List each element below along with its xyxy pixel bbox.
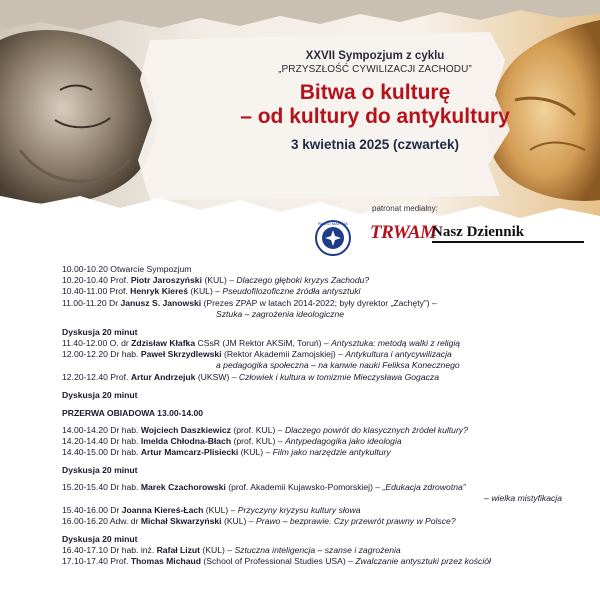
discussion-label: Dyskusja 20 minut: [62, 326, 138, 337]
discussion-label: Dyskusja 20 minut: [62, 465, 138, 476]
patronage-label: patronat medialny:: [372, 204, 438, 213]
program-item: 10.00-10.20 Otwarcie Sympozjum: [62, 264, 192, 274]
program-item: 12.00-12.20 Dr hab. Paweł Skrzydlewski (Rektor Akademii Zamojskiej) – Antykultura i antycywilizacja: [62, 349, 452, 360]
program-item: 10.20-10.40 Prof. Piotr Jaroszyński (KUL) – Dlaczego głęboki kryzys Zachodu?: [62, 275, 370, 286]
program-item: 10.40-11.00 Prof. Henryk Kiereś (KUL) – Pseudofilozoficzne źródła antysztuki: [62, 286, 361, 297]
radio-maryja-logo: [305, 218, 361, 258]
program-item: 11.40-12.00 O. dr Zdzisław Kłafka CSsR (JM Rektor AKSiM, Toruń) – Antysztuka: metodą walki z religią: [62, 337, 461, 348]
program-item-cont: a pedagogika społeczna – na kanwie nauki Feliksa Konecznego: [216, 360, 460, 371]
trwam-logo: TRWAM: [370, 222, 437, 243]
program-item: 14.40-15.00 Dr hab. Artur Mamcarz-Plisiecki (KUL) – Film jako narzędzie antykultury: [62, 447, 391, 458]
discussion-label: Dyskusja 20 minut: [62, 389, 138, 400]
program-item-cont: Sztuka – zagrożenia ideologiczne: [216, 308, 345, 319]
discussion-label: Dyskusja 20 minut: [62, 534, 138, 544]
event-date: 3 kwietnia 2025 (czwartek): [290, 137, 460, 152]
program-list: [62, 264, 592, 567]
program-item: 15.40-16.00 Dr Joanna Kiereś-Łach (KUL) – Przyczyny kryzysu kultury słowa: [62, 504, 361, 515]
page-title: Bitwa o kulturę: [299, 81, 451, 104]
cycle-subtitle: „PRZYSZŁOŚĆ CYWILIZACJI ZACHODU”: [278, 64, 472, 75]
program-item: 16.00-16.20 Adw. dr Michał Skwarzyński (KUL) – Prawo – bezprawie. Czy przewrót prawny w Polsce?: [62, 515, 456, 526]
program-item: 16.40-17.10 Dr hab. inż. Rafał Lizut (KUL) – Sztuczna inteligencja – szanse i zagrożenia: [62, 545, 401, 555]
program-item: 12.20-12.40 Prof. Artur Andrzejuk (UKSW) – Człowiek i kultura w tomizmie Mieczysława Gogacza: [62, 371, 439, 382]
page-title-line2: – od kultury do antykultury: [240, 105, 510, 128]
series-subtitle: XXVII Sympozjum z cyklu: [305, 50, 445, 62]
program-item: 17.10-17.40 Prof. Thomas Michaud (School of Professional Studies USA) – Zwalczanie antysztuki przez kościół: [62, 556, 491, 567]
program-item: 11.00-11.20 Dr Janusz S. Janowski (Prezes ZPAP w latach 2014-2022; były dyrektor „Zachęty”) –: [62, 297, 437, 308]
program-item: 15.20-15.40 Dr hab. Marek Czachorowski (prof. Akademii Kujawsko-Pomorskiej) – „Edukacja zdrowotna”: [62, 482, 466, 493]
program-item: 14.00-14.20 Dr hab. Wojciech Daszkiewicz (prof. KUL) – Dlaczego powrót do klasycznych źródeł kultury?: [62, 424, 468, 435]
program-item: 14.20-14.40 Dr hab. Imelda Chłodna-Błach (prof. KUL) – Antypedagogika jako ideologia: [62, 435, 402, 446]
program-item-cont: – wielka mistyfikacja: [484, 493, 562, 504]
lunch-break-label: PRZERWA OBIADOWA 13.00-14.00: [62, 407, 204, 418]
header-text: [230, 50, 520, 152]
svg-text:RADIO MARYJA: RADIO MARYJA: [318, 221, 348, 226]
nasz-dziennik-logo: Nasz Dziennik: [432, 224, 584, 243]
